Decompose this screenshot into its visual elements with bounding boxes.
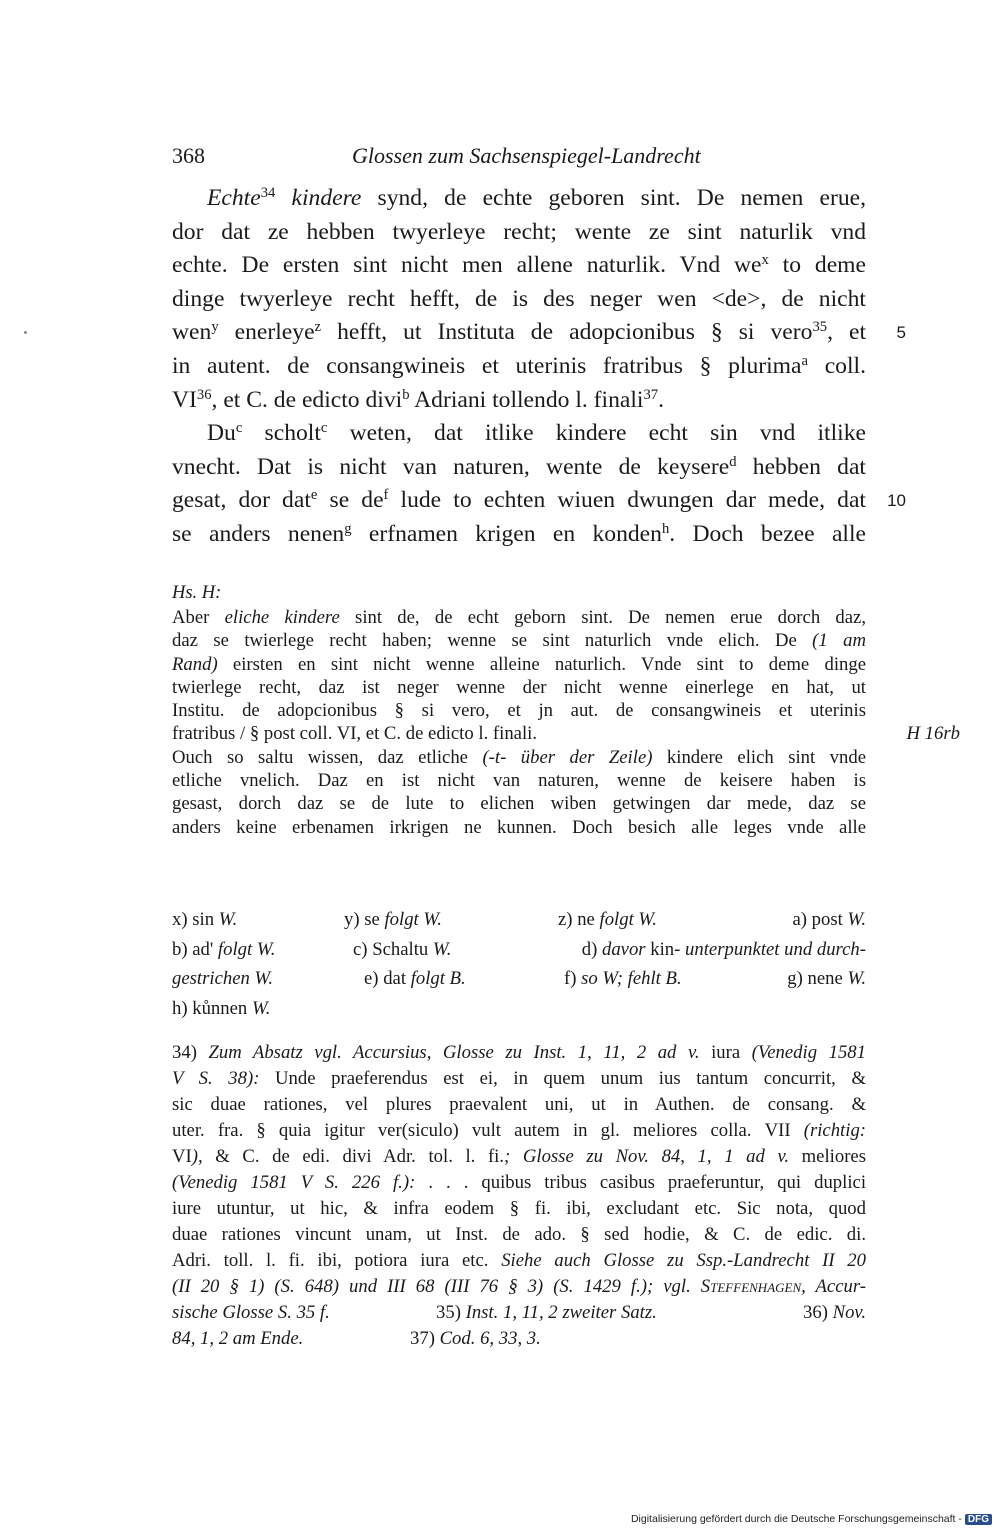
main-line-2: dor dat ze hebben twyerleye recht; wente ze sint naturlik vnd [172,218,866,245]
hs-line-2: daz se twierlege recht haben; wenne se sint naturlich vnde elich. De (1 am [172,630,867,652]
main-line-10: gesat, dor dat$^e$ se $de^f$ lude to echten wiuen dwungen dar mede, dat 10 [172,484,866,518]
main-line-8: Du$^c$ scholt$^c$ weten, dat itlike kindere echt sin vnd itlike [207,420,866,447]
footnote-36: 36) Nov. [803,1302,866,1323]
hs-line-10: anders keine erbenamen irkrigen ne kunnen. Doch besich alle leges vnde alle [172,816,866,838]
critical-apparatus [172,905,866,1023]
footnote-line-4: uter. fra. § quia igitur ver(siculo) vult autem in gl. meliores colla. VII (richtig: [172,1120,867,1141]
note-d: d) davor kin- unterpunktet und durch- [581,938,866,960]
note-c: c) Schaltu W. [353,938,452,960]
footnote-line-5: VI), & C. de edi. divi Adr. tol. l. fi.; Glosse zu Nov. 84, 1, 1 ad v. meliores [172,1146,866,1167]
footnote-37: 37) Cod. 6, 33, 3. [410,1328,541,1349]
note-x: x) sin W. [172,909,238,930]
footnote-line-9: Adri. toll. l. fi. ibi, potiora iura etc. Siehe auch Glosse zu Ssp.-Landrecht II 20 [172,1250,866,1271]
footnote-35: 35) Inst. 1, 11, 2 zweiter Satz. [436,1302,657,1323]
main-line-9: vnecht. Dat is nicht van naturen, wente de keysere$^d$ hebben dat [172,453,866,480]
main-text [172,182,906,552]
main-line-7: VI$^{36}$, et C. de edicto divi$^b$ Adriani tollendo l. finali$^{37}$. [172,386,664,413]
hs-line-7: Ouch so saltu wissen, daz etliche (-t- über der Zeile) kindere elich sint vnde [172,746,866,768]
footnote-line-10: (II 20 § 1) (S. 648) und III 68 (III 76 § 3) (S. 1429 f.); vgl. Steffenhagen, Accur- [172,1276,866,1297]
folio-reference: H 16rb [906,723,960,745]
hs-line-3: Rand) eirsten en sint nicht wenne alleine naturlich. Vnde sint to deme dinge [172,653,866,675]
main-line-3: echte. De ersten sint nicht men allene naturlik. Vnd $we^x$ to deme [172,252,866,279]
note-h: h) kůnnen W. [172,997,271,1019]
apparatus-row-3 [172,964,866,994]
footnote-line-11 [172,1300,866,1326]
footnote-line-1: 34) Zum Absatz vgl. Accursius, Glosse zu Inst. 1, 11, 2 ad v. iura (Venedig 1581 [172,1042,866,1063]
apparatus-row-4 [172,994,866,1024]
apparatus-row-2 [172,935,866,965]
manuscript-heading: Hs. H: [172,583,222,603]
note-d-continued: gestrichen W. [172,968,274,989]
hs-line-9: gesast, dorch daz se de lute to elichen wiben getwingen dar mede, daz se [172,793,866,815]
hs-line-1: Aber eliche kindere sint de, de echt geborn sint. De nemen erue dorch daz, [172,607,867,628]
footnotes [172,1040,866,1352]
main-line-6: in autent. de consangwineis et uterinis fratribus § plurima$^a$ coll. [172,352,866,379]
running-head: Glossen zum Sachsenspiegel-Landrecht [352,143,701,168]
note-b: b) ad' folgt W. [172,938,276,960]
footnote-line-7: iure utuntur, ut hic, & infra eodem § fi. ibi, excludant etc. Sic nota, quod [172,1198,866,1219]
hs-line-5: Institu. de adopcionibus § si vero, et jn aut. de consangwineis et uterinis [172,700,866,722]
footnote-34-end: sische Glosse S. 35 f. [172,1302,330,1323]
main-line-1: Echte$^{34}$ kindere synd, de echte geboren sint. De nemen erue, [207,184,866,211]
footnote-line-6: (Venedig 1581 V S. 226 f.): . . . quibus tribus casibus praeferuntur, qui duplici [172,1172,867,1193]
line-number-5: 5 [896,323,906,343]
hs-line-6: fratribus / § post coll. VI, et C. de edicto l. finali. H 16rb [172,723,960,745]
hs-line-4: twierlege recht, daz ist neger wenne der nicht wenne einerlege en hat, ut [172,676,866,698]
note-y: y) se folgt W. [344,909,442,930]
digitization-footer: Digitalisierung gefördert durch die Deutsche Forschungsgemeinschaft - DFG [631,1513,992,1525]
footnote-36-end: 84, 1, 2 am Ende. [172,1328,304,1349]
note-e: e) dat folgt B. [364,968,466,989]
footnote-line-12 [172,1326,866,1352]
note-a: a) post W. [792,909,866,930]
page-number: 368 [172,143,205,168]
main-line-4: dinge twyerleye recht hefft, de is des neger wen <de>, de nicht [172,285,866,312]
footnote-line-3: sic duae rationes, vel plures praevalent uni, ut in Authen. de consang. & [172,1094,866,1115]
note-f: f) so W; fehlt B. [564,968,682,989]
margin-mark [24,331,27,334]
dfg-logo-icon: DFG [965,1514,992,1525]
line-number-10: 10 [887,491,906,511]
hs-line-8: etliche vnelich. Daz en ist nicht van naturen, wenne de keisere haben is [172,770,866,792]
footnote-line-8: duae rationes vincunt unam, ut Inst. de ado. § sed hodie, & C. de edic. di. [172,1224,866,1245]
note-g: g) nene W. [787,968,866,989]
manuscript-text [172,606,960,839]
footnote-line-2: V S. 38): Unde praeferendus est ei, in quem unum ius tantum concurrit, & [172,1068,866,1089]
main-line-5: wen$^y$ enerleye$^z$ hefft, ut Instituta de adopcionibus § si vero$^{35}$, et 5 [172,316,866,350]
apparatus-row-1 [172,905,866,935]
note-z: z) ne folgt W. [558,909,657,930]
main-line-11: se anders nenen$^g$ erfnamen krigen en konden$^h$. Doch bezee alle [172,520,866,547]
